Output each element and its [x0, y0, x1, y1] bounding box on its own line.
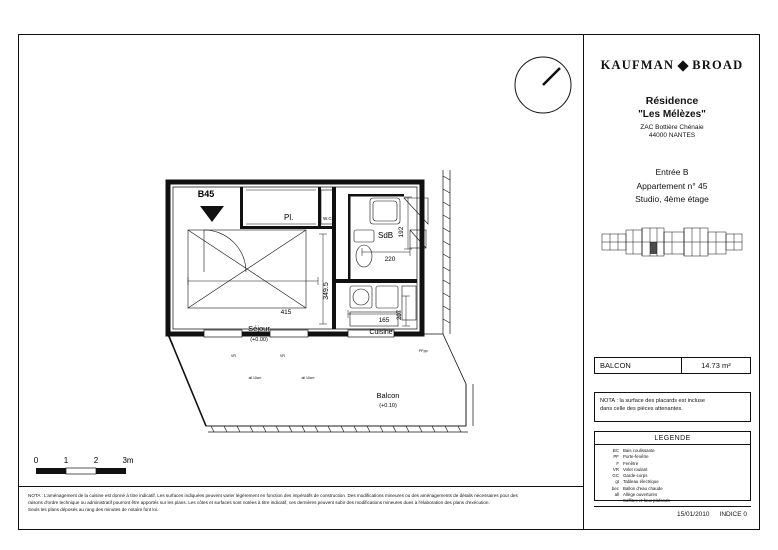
legende-desc: Bais coulissante	[623, 448, 655, 453]
svg-text:165: 165	[378, 317, 390, 324]
legende-list	[594, 445, 751, 501]
entry-label: Entrée B	[655, 167, 689, 177]
svg-text:415: 415	[280, 309, 292, 316]
scale-bar	[32, 454, 182, 484]
residence-address: ZAC Bottière Chénaie	[640, 123, 704, 131]
legende-abbr: GC	[612, 473, 619, 478]
indice-bar	[594, 506, 751, 522]
svg-text:207: 207	[397, 309, 403, 321]
legende-desc: Fenêtre	[623, 460, 639, 466]
apartment-type-floor: Studio, 4ème étage	[635, 194, 709, 205]
nota-box	[594, 392, 751, 422]
residence-name: "Les Mélèzes"	[638, 109, 706, 121]
diamond-icon	[678, 60, 689, 71]
footer-nota-line-3: Seuls les plans déposés au rang des minutes de notaire font loi.	[28, 507, 159, 513]
svg-text:2: 2	[93, 456, 99, 465]
legende-desc: Allège ouvertures	[623, 491, 658, 497]
balcon-label: BALCON	[595, 358, 682, 373]
svg-text:Cuisine: Cuisine	[369, 329, 393, 336]
legende-desc: Soffites et faux plafonds	[623, 498, 670, 503]
svg-text:SdB: SdB	[378, 231, 394, 240]
svg-text:B45: B45	[197, 189, 215, 199]
apartment-number: Appartement n° 45	[636, 180, 708, 191]
legende-abbr	[601, 498, 623, 504]
legende-desc: Tableau électrique	[623, 479, 659, 485]
title-block	[583, 34, 760, 530]
nota-line-2: dans celle des pièces attenantes.	[600, 406, 683, 413]
floor-plan	[18, 34, 583, 489]
legende-abbr: PF	[613, 454, 619, 460]
legende-desc: Ballon d'eau chaude	[623, 485, 663, 491]
svg-text:3m: 3m	[122, 456, 134, 465]
svg-text:220: 220	[384, 256, 396, 263]
apartment-block	[584, 166, 760, 207]
footer-nota-line-1: NOTA : L'aménagement de la cuisine est donné à titre indicatif. Les surfaces indiquées peuvent varier légèrement en fonction des impératifs de construction. Des modifications mineures ou des aménagements de détails nécessaires pour des	[28, 493, 518, 498]
svg-text:349.5: 349.5	[323, 282, 330, 300]
drawing-area	[18, 34, 583, 530]
svg-text:VR: VR	[280, 354, 285, 358]
residence-label: Résidence	[645, 95, 699, 107]
svg-text:(+0.10): (+0.10)	[379, 403, 397, 409]
indice-date: 15/01/2010	[677, 511, 710, 518]
svg-text:1: 1	[63, 456, 69, 465]
footer-divider	[18, 486, 583, 487]
footer-nota-line-2: raisons d'ordre technique ou administratif pourront être apportés sur les plans. Les côtes et surfaces sont notées à titre indicatif, ces dernières peuvent subir des modifications mineures dues à l'élaboration des plans d'exécution.	[28, 500, 490, 506]
residence-block	[584, 94, 760, 141]
svg-text:Balcon: Balcon	[376, 391, 400, 400]
legende-abbr: all	[614, 491, 619, 497]
svg-text:all 10cm: all 10cm	[248, 376, 262, 380]
indice-revision: INDICE 0	[719, 511, 747, 518]
nota-line-1: NOTA : la surface des placards est incluse	[600, 398, 705, 404]
legende-desc: Volet roulant	[623, 466, 648, 472]
legende-abbr: BC	[612, 448, 619, 453]
legende-abbr: VR	[612, 466, 619, 472]
footer-nota	[28, 492, 580, 513]
brand-logo	[584, 58, 760, 73]
svg-text:(+0.00): (+0.00)	[250, 337, 268, 343]
legende-desc: Porte-fenêtre	[623, 454, 649, 460]
balcon-value: 14.73 m²	[701, 361, 731, 370]
brand-name-first: KAUFMAN	[600, 58, 675, 72]
balcon-surface-table	[594, 357, 751, 374]
brand-name-second: BROAD	[692, 58, 744, 72]
svg-text:PFpp: PFpp	[419, 349, 428, 353]
svg-text:Séjour: Séjour	[248, 324, 270, 333]
residence-city: 44000 NANTES	[648, 132, 696, 140]
svg-text:all 10cm: all 10cm	[301, 376, 315, 380]
legende-item	[601, 498, 744, 504]
svg-text:192: 192	[398, 226, 405, 238]
legende-abbr: bec	[611, 485, 619, 491]
legende-desc: Garde-corps	[623, 473, 648, 478]
svg-text:VR: VR	[231, 354, 236, 358]
legende-abbr: gt	[615, 479, 619, 485]
legende-title: LEGENDE	[594, 431, 751, 445]
legende-abbr: F	[616, 460, 619, 466]
svg-text:0: 0	[33, 456, 39, 465]
svg-text:Pl.: Pl.	[284, 213, 294, 222]
key-plan	[600, 220, 746, 264]
svg-text:W.C.: W.C.	[323, 216, 333, 221]
